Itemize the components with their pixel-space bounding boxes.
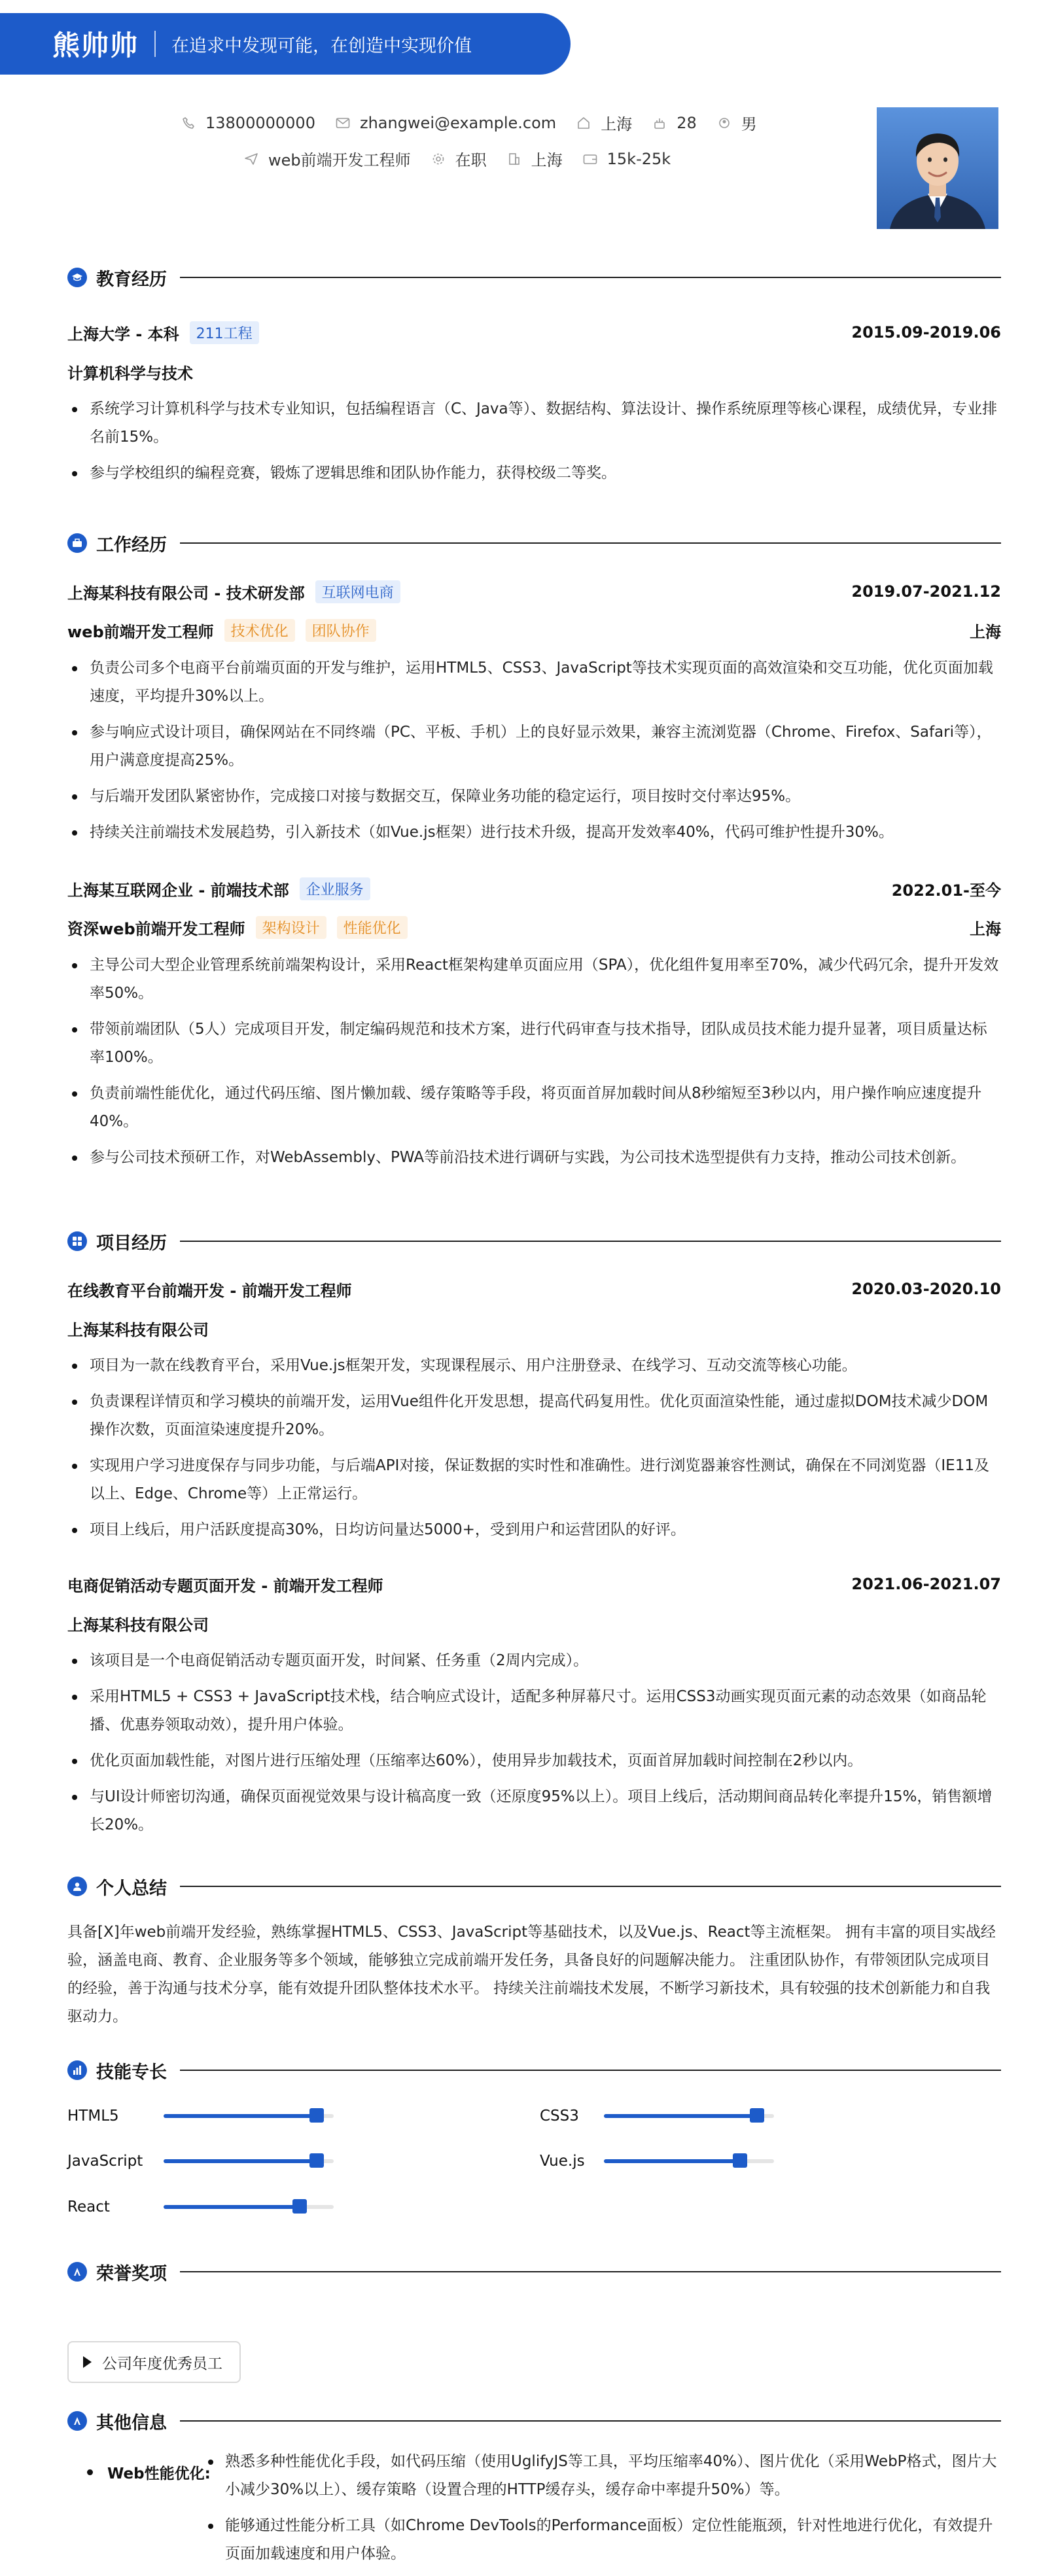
list-item: 主导公司大型企业管理系统前端架构设计，采用React框架构建单页面应用（SPA），优化组件复用率至70%，减少代码冗余，提升开发效率50%。 xyxy=(67,951,1001,1008)
section-title: 技能专长 xyxy=(96,2062,167,2083)
work-date: 2019.07-2021.12 xyxy=(851,582,1001,601)
education-date: 2015.09-2019.06 xyxy=(851,323,1001,342)
info-status xyxy=(431,147,487,170)
section-title: 工作经历 xyxy=(96,535,167,556)
header-banner xyxy=(0,13,571,75)
list-item: 参与学校组织的编程竞赛，锻炼了逻辑思维和团队协作能力，获得校级二等奖。 xyxy=(67,459,1001,487)
info-row-2 xyxy=(243,147,690,170)
list-item: 参与公司技术预研工作，对WebAssembly、PWA等前沿技术进行调研与实践，为公司技术选型提供有力支持，推动公司技术创新。 xyxy=(67,1144,1001,1172)
list-item: 与后端开发团队紧密协作，完成接口对接与数据交互，保障业务功能的稳定运行，项目按时交付率达95%。 xyxy=(67,783,1001,811)
bar-chart-icon xyxy=(67,2060,87,2080)
skill-bar xyxy=(604,2114,774,2118)
skill-knob xyxy=(309,2153,324,2168)
skill-vuejs xyxy=(540,2153,774,2170)
list-item: 与UI设计师密切沟通，确保页面视觉效果与设计稿高度一致（还原度95%以上）。项目上线后，活动期间商品转化率提升15%，销售额增长20%。 xyxy=(67,1783,1001,1839)
skill-knob xyxy=(733,2153,747,2168)
info-gender xyxy=(716,111,757,134)
skill-knob xyxy=(750,2108,764,2123)
header-divider xyxy=(154,31,156,57)
list-item: 持续关注前端技术发展趋势，引入新技术（如Vue.js框架）进行技术升级，提高开发效率40%，代码可维护性提升30%。 xyxy=(67,819,1001,847)
work-2-role-row xyxy=(67,914,1001,940)
role-tag: 性能优化 xyxy=(337,916,408,939)
salary-text: 15k-25k xyxy=(607,149,671,168)
section-education xyxy=(67,264,1001,291)
award-item[interactable] xyxy=(67,2341,241,2383)
section-projects xyxy=(67,1228,1001,1254)
section-title: 其他信息 xyxy=(96,2412,167,2433)
education-bullets xyxy=(67,395,1001,495)
list-item: 系统学习计算机科学与技术专业知识，包括编程语言（C、Java等）、数据结构、算法设计、操作系统原理等核心课程，成绩优异，专业排名前15%。 xyxy=(67,395,1001,451)
home-icon xyxy=(576,115,591,131)
role-name: 资深web前端开发工程师 xyxy=(67,919,245,938)
position-text: web前端开发工程师 xyxy=(268,151,411,169)
city-text: 上海 xyxy=(531,151,563,169)
other-bullets xyxy=(203,2448,1002,2576)
summary-text: 具备[X]年web前端开发经验，熟练掌握HTML5、CSS3、JavaScript等基础技术，以及Vue.js、React等主流框架。 拥有丰富的项目实战经验，涵盖电商、教育、企业服务等多个领域，能够独立完成前端开发任务，具备良好的问题解决能力。 注重团队协作，有带领团队完成项目的经验，善于沟通与技术分享，能有效提升团队整体技术水平。 持续关注前端技术发展，不断学习新技术，具有较强的技术创新能力和自我驱动力。 xyxy=(67,1924,996,2025)
info-icon xyxy=(67,2411,87,2431)
role-tag: 团队协作 xyxy=(306,619,376,642)
info-age xyxy=(652,114,697,132)
candidate-name: 熊帅帅 xyxy=(52,29,139,62)
skill-name: Vue.js xyxy=(540,2153,585,2170)
section-divider xyxy=(180,2420,1001,2422)
avatar xyxy=(877,107,998,229)
company-name: 上海某科技有限公司 - 技术研发部 xyxy=(67,584,305,603)
age-text: 28 xyxy=(677,113,697,132)
work-1-bullets xyxy=(67,654,1001,855)
graduation-cap-icon xyxy=(67,268,87,287)
info-city xyxy=(506,147,563,170)
project-title: 电商促销活动专题页面开发 - 前端开发工程师 xyxy=(67,1576,383,1595)
work-2-bullets xyxy=(67,951,1001,1180)
section-divider xyxy=(180,2271,1001,2272)
list-item: 采用HTML5 + CSS3 + JavaScript技术栈，结合响应式设计，适配多种屏幕尺寸。运用CSS3动画实现页面元素的动态效果（如商品轮播、优惠券领取动效），提升用户体验。 xyxy=(67,1683,1001,1739)
skill-html5 xyxy=(67,2108,334,2125)
section-title: 个人总结 xyxy=(96,1878,167,1899)
major-name: 计算机科学与技术 xyxy=(67,364,193,383)
skill-knob xyxy=(292,2199,307,2214)
skill-css3 xyxy=(540,2108,774,2125)
building-icon xyxy=(506,151,522,167)
briefcase-icon xyxy=(67,533,87,553)
email-text: zhangwei@example.com xyxy=(359,113,557,132)
skill-fill xyxy=(164,2205,300,2209)
project-1-bullets xyxy=(67,1352,1001,1552)
play-icon xyxy=(83,2356,92,2368)
award-icon xyxy=(67,2262,87,2282)
project-2-header xyxy=(67,1571,1001,1597)
section-awards xyxy=(67,2259,1001,2285)
education-major-row xyxy=(67,359,1001,385)
school-name: 上海大学 - 本科 xyxy=(67,325,179,344)
bullet-dot xyxy=(87,2469,93,2475)
cake-icon xyxy=(652,115,667,131)
skill-name: HTML5 xyxy=(67,2108,119,2125)
section-work xyxy=(67,530,1001,556)
list-item: 带领前端团队（5人）完成项目开发，制定编码规范和技术方案，进行代码审查与技术指导，团队成员技术能力提升显著，项目质量达标率100%。 xyxy=(67,1015,1001,1072)
work-2-header xyxy=(67,875,1001,902)
skill-fill xyxy=(164,2159,317,2163)
company-name: 上海某互联网企业 - 前端技术部 xyxy=(67,881,289,900)
grid-icon xyxy=(67,1231,87,1251)
mail-icon xyxy=(335,115,351,131)
project-date: 2020.03-2020.10 xyxy=(851,1280,1001,1298)
section-title: 荣誉奖项 xyxy=(96,2263,167,2284)
skill-name: React xyxy=(67,2198,110,2215)
section-divider xyxy=(180,2070,1001,2071)
education-header xyxy=(67,319,1001,345)
company-tag: 互联网电商 xyxy=(315,580,400,603)
list-item: 实现用户学习进度保存与同步功能，与后端API对接，保证数据的实时性和准确性。进行浏览器兼容性测试，确保在不同浏览器（IE11及以上、Edge、Chrome等）上正常运行。 xyxy=(67,1452,1001,1508)
other-label-text: Web性能优化: xyxy=(107,2465,211,2482)
project-company: 上海某科技有限公司 xyxy=(67,1320,209,1339)
skill-name: JavaScript xyxy=(67,2153,143,2170)
school-tag: 211工程 xyxy=(190,321,259,344)
info-location xyxy=(576,111,632,134)
list-item: 负责公司多个电商平台前端页面的开发与维护，运用HTML5、CSS3、JavaScript等技术实现页面的高效渲染和交互功能，优化页面加载速度，平均提升30%以上。 xyxy=(67,654,1001,711)
status-text: 在职 xyxy=(455,151,487,169)
role-tag: 技术优化 xyxy=(224,619,295,642)
phone-icon xyxy=(181,115,196,131)
other-label xyxy=(67,2461,211,2483)
gender-icon xyxy=(716,115,732,131)
skill-name: CSS3 xyxy=(540,2108,579,2125)
skill-bar xyxy=(164,2114,334,2118)
list-item: 能够通过性能分析工具（如Chrome DevTools的Performance面板）定位性能瓶颈，针对性地进行优化，有效提升页面加载速度和用户体验。 xyxy=(203,2512,1002,2568)
info-position xyxy=(243,147,411,170)
skill-bar xyxy=(164,2159,334,2163)
company-tag: 企业服务 xyxy=(300,877,370,900)
list-item: 项目为一款在线教育平台，采用Vue.js框架开发，实现课程展示、用户注册登录、在线学习、互动交流等核心功能。 xyxy=(67,1352,1001,1380)
section-title: 项目经历 xyxy=(96,1233,167,1254)
section-title: 教育经历 xyxy=(96,269,167,290)
work-date: 2022.01-至今 xyxy=(891,881,1001,900)
project-title: 在线教育平台前端开发 - 前端开发工程师 xyxy=(67,1281,352,1300)
header-slogan: 在追求中发现可能，在创造中实现价值 xyxy=(171,35,472,56)
list-item: 优化页面加载性能，对图片进行压缩处理（压缩率达60%），使用异步加载技术，页面首屏加载时间控制在2秒以内。 xyxy=(67,1747,1001,1775)
award-text: 公司年度优秀员工 xyxy=(102,2355,222,2373)
skill-knob xyxy=(309,2108,324,2123)
project-date: 2021.06-2021.07 xyxy=(851,1575,1001,1593)
role-tag: 架构设计 xyxy=(256,916,326,939)
skill-bar xyxy=(164,2205,334,2209)
section-divider xyxy=(180,1886,1001,1887)
project-company: 上海某科技有限公司 xyxy=(67,1615,209,1634)
wallet-icon xyxy=(582,151,598,167)
section-summary xyxy=(67,1873,1001,1899)
list-item: 负责前端性能优化，通过代码压缩、图片懒加载、缓存策略等手段，将页面首屏加载时间从8秒缩短至3秒以内，用户操作响应速度提升40%。 xyxy=(67,1080,1001,1136)
work-1-header xyxy=(67,578,1001,605)
list-item: 负责课程详情页和学习模块的前端开发，运用Vue组件化开发思想，提高代码复用性。优化页面渲染性能，通过虚拟DOM技术减少DOM操作次数，页面渲染速度提升20%。 xyxy=(67,1388,1001,1444)
info-email xyxy=(335,114,556,132)
section-skills xyxy=(67,2057,1001,2083)
work-city: 上海 xyxy=(970,622,1001,641)
info-salary xyxy=(582,150,671,168)
skill-javascript xyxy=(67,2153,334,2170)
project-2-bullets xyxy=(67,1647,1001,1847)
phone-text: 13800000000 xyxy=(205,113,315,132)
list-item: 该项目是一个电商促销活动专题页面开发，时间紧、任务重（2周内完成）。 xyxy=(67,1647,1001,1675)
section-divider xyxy=(180,277,1001,278)
work-city: 上海 xyxy=(970,919,1001,938)
work-1-role-row xyxy=(67,617,1001,643)
info-row-1 xyxy=(181,111,777,134)
project-2-company-row xyxy=(67,1610,1001,1636)
project-1-header xyxy=(67,1276,1001,1302)
send-icon xyxy=(243,151,259,167)
skill-react xyxy=(67,2198,334,2215)
gender-text: 男 xyxy=(741,115,757,133)
settings-icon xyxy=(431,151,446,167)
skill-fill xyxy=(604,2159,740,2163)
list-item: 参与响应式设计项目，确保网站在不同终端（PC、平板、手机）上的良好显示效果，兼容主流浏览器（Chrome、Firefox、Safari等），用户满意度提高25%。 xyxy=(67,718,1001,775)
section-divider xyxy=(180,1241,1001,1242)
role-name: web前端开发工程师 xyxy=(67,622,214,641)
user-icon xyxy=(67,1877,87,1896)
section-other xyxy=(67,2408,1001,2434)
list-item: 项目上线后，用户活跃度提高30%，日均访问量达5000+，受到用户和运营团队的好评。 xyxy=(67,1516,1001,1544)
section-divider xyxy=(180,542,1001,544)
project-1-company-row xyxy=(67,1315,1001,1341)
skill-bar xyxy=(604,2159,774,2163)
location-text: 上海 xyxy=(601,115,633,133)
skill-fill xyxy=(164,2114,317,2118)
list-item: 熟悉多种性能优化手段，如代码压缩（使用UglifyJS等工具，平均压缩率40%）、图片优化（采用WebP格式，图片大小减少30%以上）、缓存策略（设置合理的HTTP缓存头，缓存命中率提升50%）等。 xyxy=(203,2448,1002,2504)
info-phone xyxy=(181,114,315,132)
skill-fill xyxy=(604,2114,757,2118)
